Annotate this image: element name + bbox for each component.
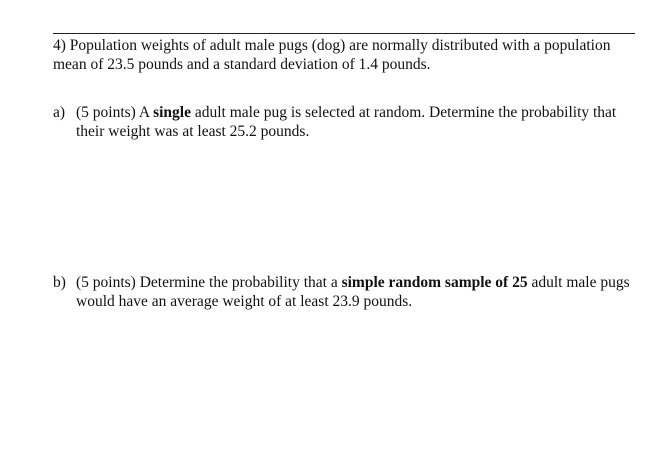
part-b [53,273,638,311]
part-b-emphasis: simple random sample of 25 [341,274,528,291]
problem-intro: 4) Population weights of adult male pugs (dog) are normally distributed with a population mean of 23.5 pounds and a standard deviation of 1.4 pounds. [53,37,611,73]
part-a-suffix: adult male pug is selected at random. Determine the probability that their weight was at least 25.2 pounds. [76,104,617,140]
top-rule [53,33,635,34]
part-a-marker: a) [53,104,66,121]
part-b-suffix: adult male pugs would have an average weight of at least 23.9 pounds. [76,274,630,310]
part-a [53,103,638,141]
part-a-emphasis: single [153,104,191,121]
part-a-text [76,103,638,141]
part-a-prefix: (5 points) A [76,104,154,121]
part-b-text [76,273,638,311]
part-b-marker: b) [53,274,66,291]
part-b-prefix: (5 points) Determine the probability that a [76,274,342,291]
